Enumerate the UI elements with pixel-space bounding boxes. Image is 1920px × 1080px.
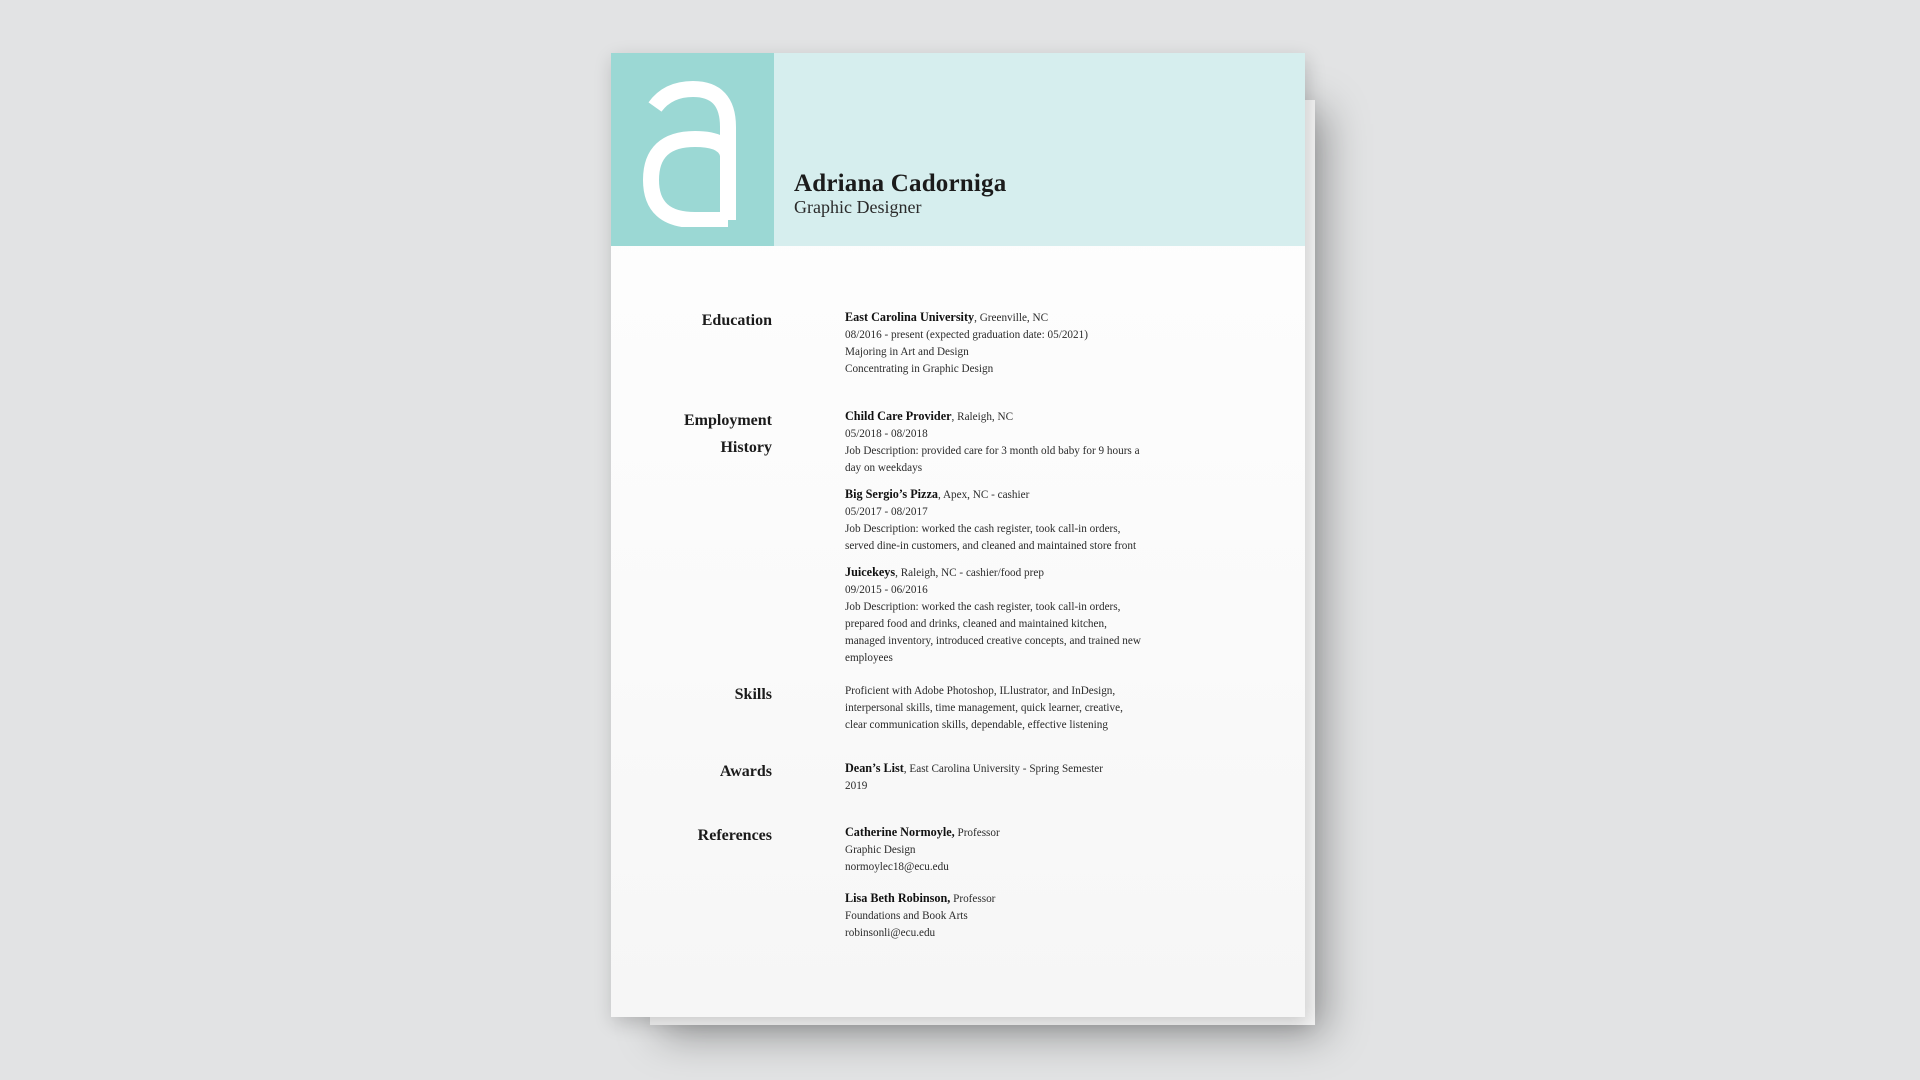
job-title: Juicekeys (845, 565, 896, 579)
reference-name: Catherine Normoyle, (845, 825, 955, 839)
education-major: Majoring in Art and Design (845, 346, 969, 358)
reference-email: robinsonli@ecu.edu (845, 927, 936, 939)
employment-label-line2: History (720, 439, 772, 456)
reference-email: normoylec18@ecu.edu (845, 861, 949, 873)
skills-line: interpersonal skills, time management, quick learner, creative, (845, 702, 1123, 714)
education-content (845, 309, 1175, 378)
job-heading (845, 486, 1175, 504)
reference-entry (845, 824, 1175, 876)
job-description-line: prepared food and drinks, cleaned and maintained kitchen, (845, 618, 1107, 630)
skills-line: Proficient with Adobe Photoshop, ILlustrator, and InDesign, (845, 685, 1116, 697)
education-concentration: Concentrating in Graphic Design (845, 363, 994, 375)
resume-header (611, 53, 1305, 246)
job-description-line: day on weekdays (845, 462, 923, 474)
award-detail: , East Carolina University - Spring Semester (903, 763, 1103, 775)
section-label-employment (612, 407, 772, 461)
job-title: Child Care Provider (845, 409, 952, 423)
award-name: Dean’s List (845, 761, 904, 775)
reference-heading (845, 824, 1175, 842)
award-line (845, 760, 1175, 778)
job-title: Big Sergio’s Pizza (845, 487, 938, 501)
section-label-references: References (697, 827, 772, 844)
job-description-line: Job Description: provided care for 3 month old baby for 9 hours a (845, 445, 1140, 457)
reference-entry (845, 890, 1175, 942)
candidate-name: Adriana Cadorniga (794, 170, 1007, 197)
reference-dept: Graphic Design (845, 844, 916, 856)
skills-content (845, 683, 1175, 734)
job-dates: 05/2017 - 08/2017 (845, 506, 928, 518)
job-description-line: Job Description: worked the cash register, took call-in orders, (845, 601, 1121, 613)
job-entry (845, 486, 1175, 555)
candidate-title: Graphic Designer (794, 197, 922, 217)
education-school-line (845, 309, 1175, 327)
school-location: , Greenville, NC (974, 312, 1049, 324)
education-dates: 08/2016 - present (expected graduation date: 05/2021) (845, 329, 1088, 341)
award-year: 2019 (845, 780, 868, 792)
job-description-line: served dine-in customers, and cleaned and maintained store front (845, 540, 1137, 552)
job-entry (845, 408, 1175, 477)
job-heading (845, 408, 1175, 426)
skills-line: clear communication skills, dependable, effective listening (845, 719, 1108, 731)
references-content (845, 824, 1175, 942)
job-location: , Apex, NC - cashier (937, 489, 1030, 501)
employment-content (845, 408, 1175, 667)
school-name: East Carolina University (845, 310, 975, 324)
job-description-line: employees (845, 652, 893, 664)
job-dates: 05/2018 - 08/2018 (845, 428, 928, 440)
reference-role: Professor (954, 827, 1000, 839)
job-description-line: managed inventory, introduced creative concepts, and trained new (845, 635, 1141, 647)
job-location: , Raleigh, NC (951, 411, 1014, 423)
job-dates: 09/2015 - 06/2016 (845, 584, 928, 596)
job-location: , Raleigh, NC - cashier/food prep (895, 567, 1044, 579)
reference-name: Lisa Beth Robinson, (845, 891, 951, 905)
reference-heading (845, 890, 1175, 908)
job-description-line: Job Description: worked the cash register, took call-in orders, (845, 523, 1121, 535)
awards-content (845, 760, 1175, 795)
reference-role: Professor (950, 893, 996, 905)
section-label-skills: Skills (734, 686, 772, 703)
resume-page (611, 53, 1305, 1017)
section-label-awards: Awards (719, 763, 772, 780)
monogram-a-icon (633, 77, 753, 227)
job-entry (845, 564, 1175, 667)
section-label-education: Education (701, 312, 772, 329)
job-heading (845, 564, 1175, 582)
reference-dept: Foundations and Book Arts (845, 910, 968, 922)
monogram-logo (611, 53, 774, 246)
employment-label-line1: Employment (684, 412, 772, 429)
